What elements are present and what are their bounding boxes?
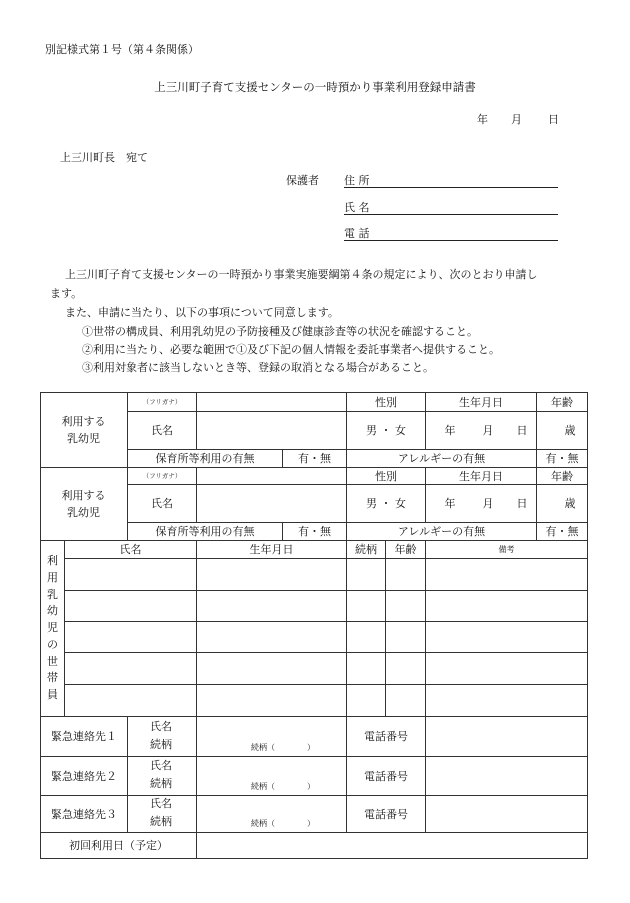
emergency-1-relation-label: 続柄 [150, 738, 172, 751]
consent-item-2: ②利用に当たり、必要な範囲で①及び下記の個人情報を委託事業者へ提供すること。 [82, 343, 500, 356]
page-title: 上三川町子育て支援センターの一時預かり事業利用登録申請書 [154, 80, 476, 94]
household-row[interactable] [65, 591, 587, 621]
emergency-2-phone-label: 電話番号 [364, 769, 408, 783]
body-line-3: また、申請に当たり、以下の事項について同意します。 [65, 306, 339, 319]
child-2-furigana-field[interactable] [197, 468, 346, 484]
emergency-2-relation-label: 続柄 [150, 777, 172, 790]
guardian-address-label: 住 所 [344, 174, 370, 187]
household-name-header: 氏名 [119, 543, 142, 556]
child-1-nursery-label: 保育所等利用の有無 [155, 452, 255, 465]
date-month: 月 [511, 113, 522, 126]
child-1-age-unit: 歳 [564, 424, 576, 437]
emergency-1-relation-field[interactable]: 続柄（ ） [251, 743, 315, 752]
guardian-name-field[interactable] [344, 214, 558, 215]
guardian-name-label: 氏 名 [344, 201, 370, 214]
emergency-2-name-label: 氏名 [150, 759, 172, 772]
guardian-phone-label: 電 話 [344, 227, 370, 240]
guardian-label: 保護者 [286, 174, 319, 187]
guardian-address-field[interactable] [344, 187, 558, 188]
child-1-gender-select[interactable]: 男 ・ 女 [366, 424, 406, 437]
child-2-gender-header: 性別 [375, 469, 397, 483]
emergency-3-name-label: 氏名 [150, 797, 172, 810]
date-year: 年 [477, 113, 488, 126]
child-1-dob-year: 年 [444, 424, 456, 437]
child-2-age-header: 年齢 [551, 469, 573, 483]
emergency-1-name-label: 氏名 [150, 720, 172, 733]
emergency-3-phone-label: 電話番号 [364, 807, 408, 821]
household-label [41, 541, 64, 716]
child-2-dob-year: 年 [444, 497, 456, 510]
child-2-gender-select[interactable]: 男 ・ 女 [366, 497, 406, 510]
emergency-3-relation-label: 続柄 [150, 815, 172, 828]
child-2-dob-month: 月 [482, 497, 494, 510]
child-2-dob-day: 日 [516, 497, 528, 510]
emergency-3-phone-field[interactable] [426, 796, 587, 832]
child-2-furigana-label: （フリガナ） [142, 471, 182, 480]
date-day: 日 [548, 113, 559, 126]
child-1-dob-header: 生年月日 [459, 395, 503, 409]
emergency-2-label: 緊急連絡先２ [51, 769, 117, 783]
household-row[interactable] [65, 622, 587, 652]
household-dob-header: 生年月日 [249, 543, 294, 556]
emergency-3-label: 緊急連絡先３ [51, 807, 117, 821]
emergency-1-label: 緊急連絡先１ [51, 730, 117, 743]
child-1-label: 利用する乳幼児 [61, 415, 106, 445]
household-age-header: 年齢 [394, 543, 417, 556]
child-1-age-header: 年齢 [551, 395, 573, 409]
first-use-field[interactable] [197, 833, 587, 858]
child-2-nursery-label: 保育所等利用の有無 [155, 525, 255, 538]
child-2-name-label: 氏名 [151, 497, 173, 510]
household-row[interactable] [65, 685, 587, 716]
household-relation-header: 続柄 [355, 543, 377, 556]
child-2-age-unit: 歳 [564, 497, 576, 510]
child-1-gender-header: 性別 [375, 395, 397, 409]
emergency-2-phone-field[interactable] [426, 757, 587, 795]
first-use-label: 初回利用日（予定） [69, 839, 168, 852]
addressee: 上三川町長 宛て [60, 151, 148, 164]
household-label-text: 利用乳幼児の世帯員 [47, 553, 58, 702]
child-2-label: 利用する乳幼児 [61, 489, 106, 519]
child-2-allergy-select[interactable]: 有・無 [545, 525, 579, 538]
consent-item-1: ①世帯の構成員、利用乳幼児の予防接種及び健康診査等の状況を確認すること。 [82, 325, 478, 338]
child-2-name-field[interactable] [197, 485, 346, 522]
child-1-dob-day: 日 [516, 424, 528, 437]
child-2-dob-header: 生年月日 [459, 469, 503, 483]
guardian-phone-field[interactable] [344, 240, 558, 241]
child-1-name-field[interactable] [197, 412, 346, 449]
emergency-1-phone-field[interactable] [426, 717, 587, 756]
body-line-2: ます。 [50, 287, 83, 300]
child-1-allergy-label: アレルギーの有無 [397, 452, 486, 465]
form-label: 別記様式第１号（第４条関係） [45, 43, 199, 56]
child-1-furigana-label: （フリガナ） [142, 397, 182, 406]
consent-item-3: ③利用対象者に該当しないとき等、登録の取消となる場合があること。 [82, 361, 434, 374]
child-1-name-label: 氏名 [151, 424, 173, 437]
emergency-3-relation-field[interactable]: 続柄（ ） [251, 819, 315, 828]
child-2-allergy-label: アレルギーの有無 [397, 525, 486, 538]
child-1-nursery-select[interactable]: 有・無 [298, 452, 331, 465]
emergency-2-relation-field[interactable]: 続柄（ ） [251, 782, 315, 791]
body-line-1: 上三川町子育て支援センターの一時預かり事業実施要綱第４条の規定により、次のとおり申請し [65, 268, 538, 281]
household-row[interactable] [65, 559, 587, 590]
child-2-nursery-select[interactable]: 有・無 [298, 525, 331, 538]
child-1-dob-month: 月 [482, 424, 494, 437]
emergency-1-phone-label: 電話番号 [364, 730, 408, 743]
household-row[interactable] [65, 653, 587, 684]
household-notes-header: 備考 [498, 545, 515, 554]
child-1-furigana-field[interactable] [197, 393, 346, 411]
child-1-allergy-select[interactable]: 有・無 [545, 452, 579, 465]
